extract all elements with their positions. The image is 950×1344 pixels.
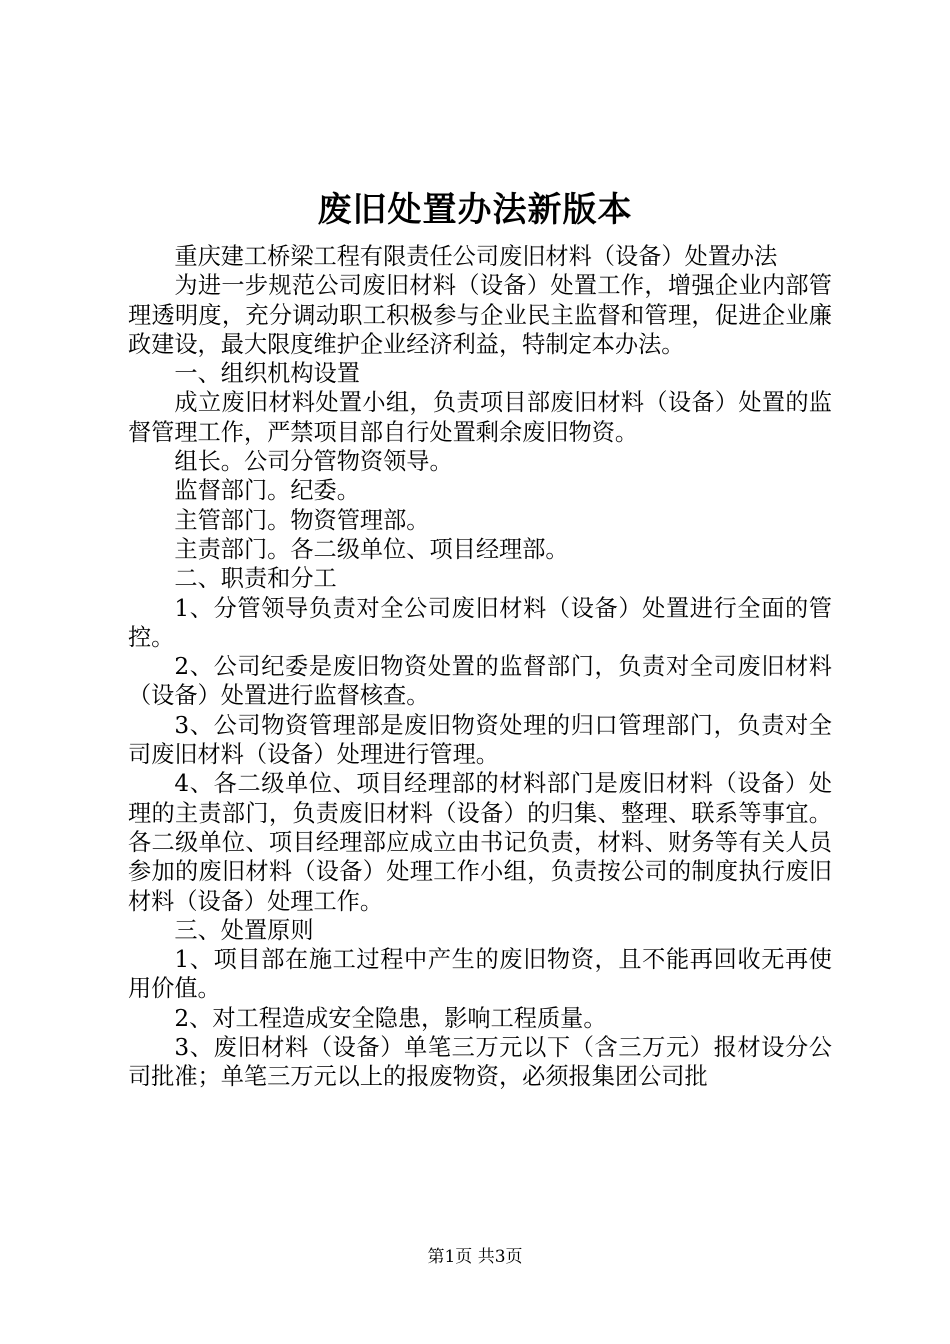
document-body (128, 242, 832, 1092)
document-title: 废旧处置办法新版本 (317, 190, 633, 230)
paragraph-intro: 为进一步规范公司废旧材料（设备）处置工作，增强企业内部管理透明度，充分调动职工积极参与企业民主监督和管理，促进企业廉政建设，最大限度维护企业经济利益，特制定本办法。 (128, 272, 832, 358)
paragraph-leader: 组长。公司分管物资领导。 (174, 448, 453, 476)
section-heading-organization: 一、组织机构设置 (174, 360, 360, 388)
paragraph-duty-4: 4、各二级单位、项目经理部的材料部门是废旧材料（设备）处理的主责部门，负责废旧材料（设备）的归集、整理、联系等事宜。各二级单位、项目经理部应成立由书记负责，材料、财务等有关人员参加的废旧材料（设备）处理工作小组，负责按公司的制度执行废旧材料（设备）处理工作。 (128, 770, 832, 915)
paragraph-principle-3: 3、废旧材料（设备）单笔三万元以下（含三万元）报材设分公司批准；单笔三万元以上的报废物资，必须报集团公司批 (128, 1034, 832, 1091)
section-heading-principles: 三、处置原则 (174, 916, 314, 944)
page-footer: 第1页 共3页 (427, 1247, 523, 1267)
section-heading-duties: 二、职责和分工 (174, 565, 337, 593)
paragraph-company-title: 重庆建工桥梁工程有限责任公司废旧材料（设备）处置办法 (174, 243, 778, 270)
paragraph-org-setup: 成立废旧材料处置小组，负责项目部废旧材料（设备）处置的监督管理工作，严禁项目部自行处置剩余废旧物资。 (128, 389, 832, 446)
paragraph-principle-1: 1、项目部在施工过程中产生的废旧物资，且不能再回收无再使用价值。 (128, 946, 832, 1003)
paragraph-principle-2: 2、对工程造成安全隐患，影响工程质量。 (174, 1004, 607, 1032)
paragraph-duty-1: 1、分管领导负责对全公司废旧材料（设备）处置进行全面的管控。 (128, 594, 832, 651)
paragraph-duty-2: 2、公司纪委是废旧物资处置的监督部门，负责对全司废旧材料（设备）处置进行监督核查。 (128, 653, 832, 710)
paragraph-management-dept: 主管部门。物资管理部。 (174, 506, 430, 534)
paragraph-responsible-dept: 主责部门。各二级单位、项目经理部。 (174, 535, 569, 563)
paragraph-supervision-dept: 监督部门。纪委。 (174, 477, 360, 505)
paragraph-duty-3: 3、公司物资管理部是废旧物资处理的归口管理部门，负责对全司废旧材料（设备）处理进行管理。 (128, 711, 832, 769)
